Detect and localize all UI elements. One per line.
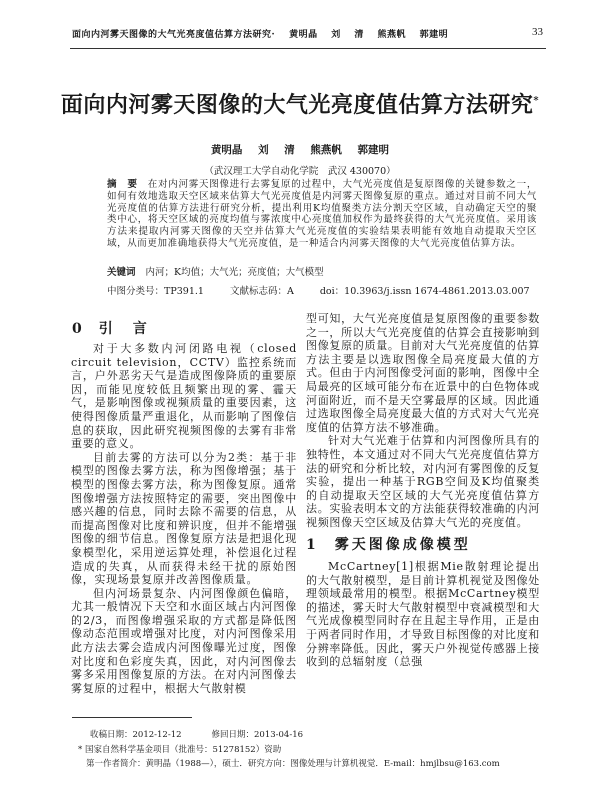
- affiliation: （武汉理工大学自动化学院 武汉 430070）: [204, 166, 396, 177]
- footnote-dates: [90, 728, 333, 740]
- running-head: [72, 27, 544, 40]
- document-code: 文献标志码：A: [229, 286, 294, 297]
- paragraph: 对于大多数内河闭路电视（closed circuit television，CCTV）监控系统而言，户外恶劣天气是造成图像降质的重要原因，而能见度较低且频繁出现的雾、霾天气，是影响图像或视频质量的重要因素，这使得图像质量严重退化，从而影响了图像信息的获取，因此研究视频图像的去雾有非常重要的意义。: [71, 342, 297, 451]
- received-date: 收稿日期：2012-12-12: [90, 730, 182, 740]
- running-head-title: 面向内河雾天图像的大气光亮度值估算方法研究·: [72, 30, 276, 40]
- section-title: 引 言: [98, 321, 150, 337]
- right-column: [306, 312, 540, 669]
- author-list: 黄明晶 刘 清 熊燕帆 郭建明: [210, 144, 390, 156]
- keywords-text: 内河；K均值；大气光；亮度值；大气模型: [145, 267, 324, 278]
- paper-title-text: 面向内河雾天图像的大气光亮度值估算方法研究: [60, 92, 534, 118]
- paragraph: McCartney[1]根据Mie散射理论提出的大气散射模型，是目前计算机视觉及图像处理领域最常用的模型。根据McCartney模型的描述，雾天时大气散射模型中衰减模型和大气光成像模型同时存在且起主导作用，正是由于两者同时作用，才导致目标图像的对比度和分辨率降低。因此，雾天户外视觉传感器上接收到的总辐射度（总强: [306, 560, 540, 669]
- header-rule: [70, 48, 546, 49]
- section-heading-introduction: [72, 318, 150, 338]
- keywords: [107, 264, 537, 278]
- footnote-funding: * 国家自然科学基金项目（批准号：51278152）资助: [78, 745, 282, 755]
- paragraph: 但内河场景复杂、内河图像颜色偏暗，尤其一般情况下天空和水面区域占内河图像的2/3，而图像增强采取的方式都是降低图像动态范围或增强对比度，对内河图像采用此方法去雾会造成内河图像曝光过度，图像对比度和色彩度失真，因此，对内河图像去雾多采用图像复原的方法。在对内河图像去雾复原的过程中，根据大气散射模: [71, 586, 297, 695]
- abstract-text: 在对内河雾天图像进行去雾复原的过程中，大气光亮度值是复原图像的关键参数之一，如何有效地选取天空区域来估算大气光亮度值是内河雾天图像复原的重点。通过对目前不同大气光亮度值的估算方法进行研究分析，提出利用K均值聚类方法分割天空区域，自动确定天空的聚类中心，将天空区域的亮度均值与雾浓度中心亮度值加权作为最终获得的大气光亮度值。采用该方法来提取内河雾天图像的天空并估算大气光亮度值的实验结果表明能有效地自动提取天空区域，从而更加准确地获得大气光亮度值，是一种适合内河雾天图像的大气光亮度值估算方法。: [107, 179, 537, 249]
- title-footnote-mark: *: [533, 95, 540, 107]
- paragraph: 目前去雾的方法可以分为2类：基于非模型的图像去雾方法，称为图像增强；基于模型的图像去雾方法，称为图像复原。通常图像增强方法按照特定的需要，突出图像中感兴趣的信息，同时去除不需要的信息，从而提高图像对比度和辨识度，但并不能增强图像的细节信息。图像复原方法是把退化现象模型化，采用逆运算处理，补偿退化过程造成的失真，从而获得未经干扰的原始图像，实现场景复原并改善图像质量。: [71, 450, 297, 587]
- section-heading-imaging-model: [306, 536, 540, 553]
- footnote-author-bio: 第一作者简介：黄明晶（1988—），硕士．研究方向：图像处理与计算机视觉．E-mail：hmjlbsu@163.com: [86, 759, 500, 769]
- paper-title: [0, 88, 600, 119]
- abstract-label: 摘 要: [107, 179, 138, 190]
- section-number: 0: [72, 321, 85, 337]
- footnote-rule: [72, 717, 192, 718]
- section-title: 雾天图像成像模型: [334, 536, 471, 553]
- section-number: 1: [306, 536, 319, 553]
- revised-date: 修回日期：2013-04-16: [211, 730, 304, 740]
- keywords-label: 关键词: [107, 267, 136, 278]
- paragraph: 型可知，大气光亮度值是复原图像的重要参数之一，所以大气光亮度值的估算会直接影响到图像复原的质量。目前对大气光亮度值的估算方法主要是以选取图像全局亮度最大值的方式。但由于内河图像受河面的影响，图像中全局最亮的区域可能分布在近景中的白色物体或河面附近，而不是天空雾最厚的区域。因此通过选取图像全局亮度最大值的方式对大气光亮度值的估算方法不够准确。: [306, 312, 540, 434]
- clc-number: 中图分类号：TP391.1: [107, 286, 204, 297]
- running-head-authors: 黄明晶 刘 清 熊燕帆 郭建明: [289, 30, 449, 40]
- page-number: 33: [532, 26, 543, 38]
- doi: doi：10.3963/j.issn 1674-4861.2013.03.007: [319, 286, 530, 297]
- left-column: [71, 342, 297, 695]
- abstract: [107, 179, 537, 250]
- classification-line: [107, 283, 547, 297]
- paragraph: 针对大气光难于估算和内河图像所具有的独特性，本文通过对不同大气光亮度值估算方法的研究和分析比较，对内河有雾图像的反复实验，提出一种基于RGB空间及K均值聚类的自动提取天空区域的大气光亮度值估算方法。实验表明本文的方法能获得较准确的内河视频图像天空区域及估算大气光的亮度值。: [306, 434, 540, 529]
